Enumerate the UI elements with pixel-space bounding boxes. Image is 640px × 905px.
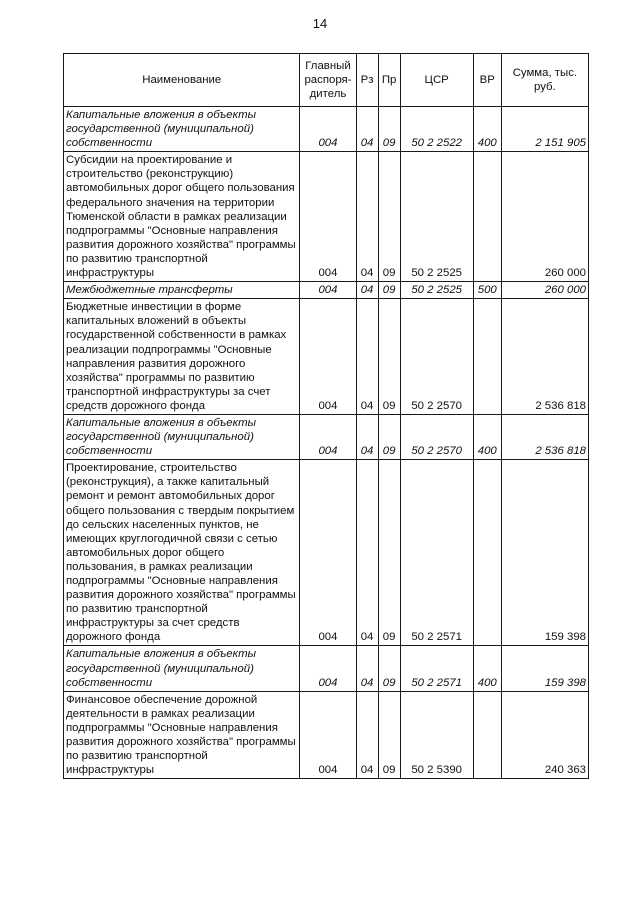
row-csr-cell: 50 2 2522	[400, 107, 473, 152]
row-manager-cell: 004	[300, 691, 356, 779]
row-pr-cell: 09	[378, 460, 400, 646]
row-manager-cell: 004	[300, 646, 356, 691]
row-vr-cell	[473, 460, 501, 646]
row-vr-cell: 500	[473, 282, 501, 299]
table-row	[64, 646, 589, 691]
row-csr-cell: 50 2 2525	[400, 282, 473, 299]
row-rz-cell: 04	[356, 691, 378, 779]
row-rz-cell: 04	[356, 152, 378, 282]
row-vr-cell	[473, 152, 501, 282]
row-name-cell: Капитальные вложения в объекты государственной (муниципальной) собственности	[64, 107, 300, 152]
row-sum-cell: 2 536 818	[501, 299, 588, 415]
row-vr-cell	[473, 691, 501, 779]
row-name-cell: Финансовое обеспечение дорожной деятельности в рамках реализации подпрограммы "Основные направления развития дорожного хозяйства" программы по развитию транспортной инфраструктуры	[64, 691, 300, 779]
row-pr-cell: 09	[378, 646, 400, 691]
row-name-cell: Капитальные вложения в объекты государственной (муниципальной) собственности	[64, 414, 300, 459]
row-manager-cell: 004	[300, 282, 356, 299]
row-sum-cell: 159 398	[501, 460, 588, 646]
row-csr-cell: 50 2 2571	[400, 460, 473, 646]
row-pr-cell: 09	[378, 152, 400, 282]
table-row	[64, 691, 589, 779]
row-csr-cell: 50 2 2525	[400, 152, 473, 282]
row-rz-cell: 04	[356, 282, 378, 299]
row-rz-cell: 04	[356, 646, 378, 691]
row-pr-cell: 09	[378, 107, 400, 152]
row-pr-cell: 09	[378, 299, 400, 415]
row-vr-cell	[473, 299, 501, 415]
table-body	[64, 107, 589, 779]
header-sum: Сумма, тыс. руб.	[501, 54, 588, 107]
table-row	[64, 152, 589, 282]
row-sum-cell: 260 000	[501, 282, 588, 299]
row-pr-cell: 09	[378, 282, 400, 299]
row-rz-cell: 04	[356, 460, 378, 646]
header-vr: ВР	[473, 54, 501, 107]
row-name-cell: Межбюджетные трансферты	[64, 282, 300, 299]
table-header-row	[64, 54, 589, 107]
row-sum-cell: 2 536 818	[501, 414, 588, 459]
header-pr: Пр	[378, 54, 400, 107]
row-manager-cell: 004	[300, 299, 356, 415]
row-manager-cell: 004	[300, 460, 356, 646]
budget-table	[63, 53, 589, 779]
row-pr-cell: 09	[378, 414, 400, 459]
row-vr-cell: 400	[473, 414, 501, 459]
row-pr-cell: 09	[378, 691, 400, 779]
table-row	[64, 299, 589, 415]
table-row	[64, 414, 589, 459]
row-csr-cell: 50 2 2570	[400, 414, 473, 459]
header-rz: Рз	[356, 54, 378, 107]
header-manager: Главный распоря-дитель	[300, 54, 356, 107]
row-manager-cell: 004	[300, 414, 356, 459]
row-rz-cell: 04	[356, 299, 378, 415]
table-row	[64, 282, 589, 299]
row-csr-cell: 50 2 5390	[400, 691, 473, 779]
row-manager-cell: 004	[300, 152, 356, 282]
row-manager-cell: 004	[300, 107, 356, 152]
row-vr-cell: 400	[473, 646, 501, 691]
table-row	[64, 460, 589, 646]
row-vr-cell: 400	[473, 107, 501, 152]
row-rz-cell: 04	[356, 107, 378, 152]
row-csr-cell: 50 2 2571	[400, 646, 473, 691]
page-number: 14	[312, 16, 328, 31]
row-name-cell: Бюджетные инвестиции в форме капитальных вложений в объекты государственной собственности в рамках реализации подпрограммы "Основные направления развития дорожного хозяйства" программы по развитию транспортной инфраструктуры за счет средств дорожного фонда	[64, 299, 300, 415]
row-sum-cell: 159 398	[501, 646, 588, 691]
row-name-cell: Субсидии на проектирование и строительство (реконструкцию) автомобильных дорог общего пользования федерального значения на территории Тюменской области в рамках реализации подпрограммы "Основные направления развития дорожного хозяйства" программы по развитию транспортной инфраструктуры	[64, 152, 300, 282]
row-sum-cell: 2 151 905	[501, 107, 588, 152]
row-csr-cell: 50 2 2570	[400, 299, 473, 415]
header-name: Наименование	[64, 54, 300, 107]
row-sum-cell: 240 363	[501, 691, 588, 779]
row-name-cell: Капитальные вложения в объекты государственной (муниципальной) собственности	[64, 646, 300, 691]
header-csr: ЦСР	[400, 54, 473, 107]
row-rz-cell: 04	[356, 414, 378, 459]
row-name-cell: Проектирование, строительство (реконструкция), а также капитальный ремонт и ремонт автомобильных дорог общего пользования с твердым покрытием до сельских населенных пунктов, не имеющих круглогодичной связи с сетью автомобильных дорог общего пользования, в рамках реализации подпрограммы "Основные направления развития дорожного хозяйства" программы по развитию транспортной инфраструктуры за счет средств дорожного фонда	[64, 460, 300, 646]
row-sum-cell: 260 000	[501, 152, 588, 282]
table-row	[64, 107, 589, 152]
